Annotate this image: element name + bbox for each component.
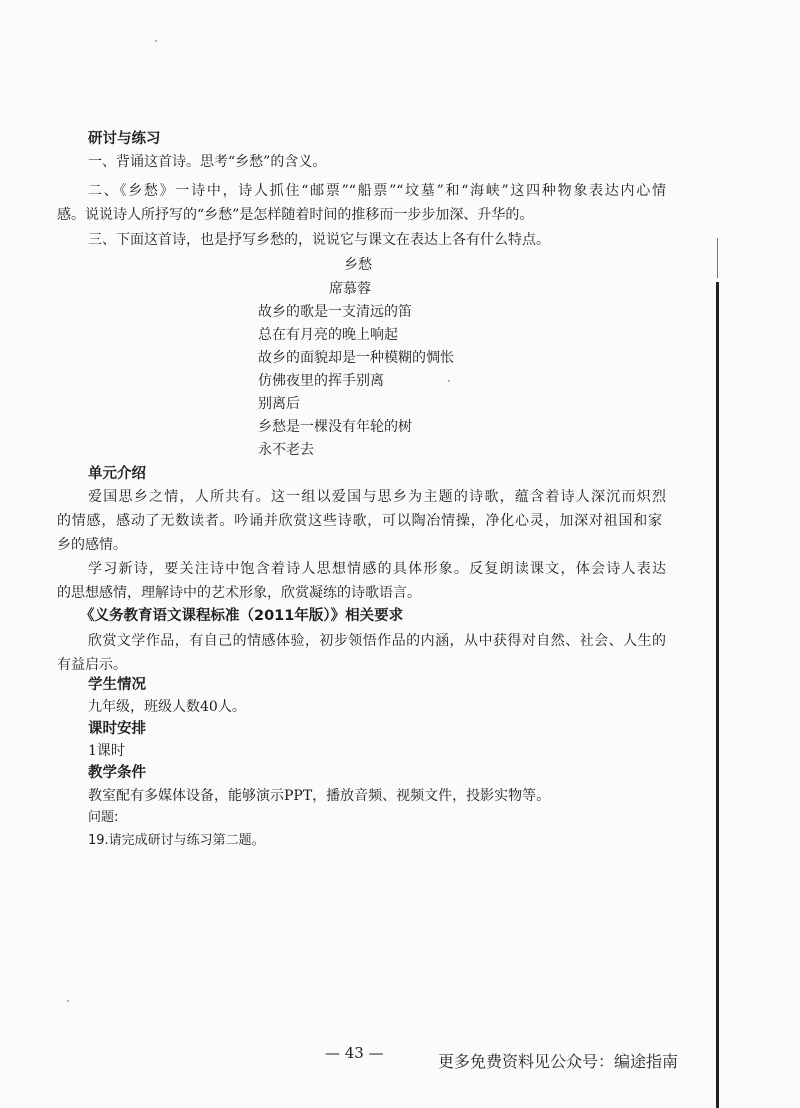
poem-line: 故乡的面貌却是一种模糊的惆怅 [258,350,454,366]
question-label: 问题: [88,810,119,825]
page-number: — 43 — [325,1044,384,1062]
margin-rule-faint [717,238,718,278]
discussion-heading: 研讨与练习 [88,131,161,147]
scan-speck [155,40,157,42]
margin-rule [716,282,719,1108]
poem-title: 乡愁 [344,257,372,273]
curriculum-standard-line-2: 有益启示。 [57,657,127,673]
schedule-text: 1课时 [88,743,125,759]
unit-intro-p1-line-1: 爱国思乡之情，人所共有。这一组以爱国与思乡为主题的诗歌，蕴含着诗人深沉而炽烈 [88,489,666,505]
poem-line: 总在有月亮的晚上响起 [258,327,398,343]
scan-speck [67,1000,69,1002]
poem-line: 别离后 [258,396,300,412]
footer-note: 更多免费资料见公众号：编途指南 [438,1052,679,1071]
scan-speck [448,380,450,382]
unit-intro-p1-line-2: 的情感，感动了无数读者。吟诵并欣赏这些诗歌，可以陶冶情操，净化心灵，加深对祖国和家 [57,513,662,529]
poem-line: 永不老去 [258,442,314,458]
unit-intro-p1-line-3: 乡的感情。 [57,537,127,553]
poem-line: 乡愁是一棵没有年轮的树 [258,419,412,435]
question-text: 19.请完成研讨与练习第二题。 [88,833,265,848]
discussion-question-3: 三、下面这首诗，也是抒写乡愁的，说说它与课文在表达上各有什么特点。 [88,232,550,248]
curriculum-standard-line-1: 欣赏文学作品，有自己的情感体验，初步领悟作品的内涵，从中获得对自然、社会、人生的 [88,633,666,649]
student-info-heading: 学生情况 [88,677,146,693]
unit-intro-p2-line-1: 学习新诗，要关注诗中饱含着诗人思想情感的具体形象。反复朗读课文，体会诗人表达 [88,561,666,577]
unit-intro-p2-line-2: 的思想感情，理解诗中的艺术形象，欣赏凝练的诗歌语言。 [57,585,421,601]
poem-line: 仿佛夜里的挥手别离 [258,373,384,389]
discussion-question-1: 一、背诵这首诗。思考“乡愁”的含义。 [88,154,327,170]
discussion-question-2-line-1: 二、《乡愁》一诗中，诗人抓住“邮票”“船票”“坟墓”和“海峡”这四种物象表达内心情 [88,183,666,199]
schedule-heading: 课时安排 [88,721,146,737]
conditions-heading: 教学条件 [88,765,146,781]
poem-line: 故乡的歌是一支清远的笛 [258,304,412,320]
discussion-question-2-line-2: 感。说说诗人所抒写的“乡愁”是怎样随着时间的推移而一步步加深、升华的。 [57,207,534,223]
conditions-text: 教室配有多媒体设备，能够演示PPT，播放音频、视频文件，投影实物等。 [88,788,551,804]
poem-author: 席慕蓉 [329,281,371,297]
student-info-text: 九年级，班级人数40人。 [88,699,246,715]
curriculum-standard-heading: 《义务教育语文课程标准（2011年版）》相关要求 [80,608,404,624]
unit-intro-heading: 单元介绍 [88,466,146,482]
